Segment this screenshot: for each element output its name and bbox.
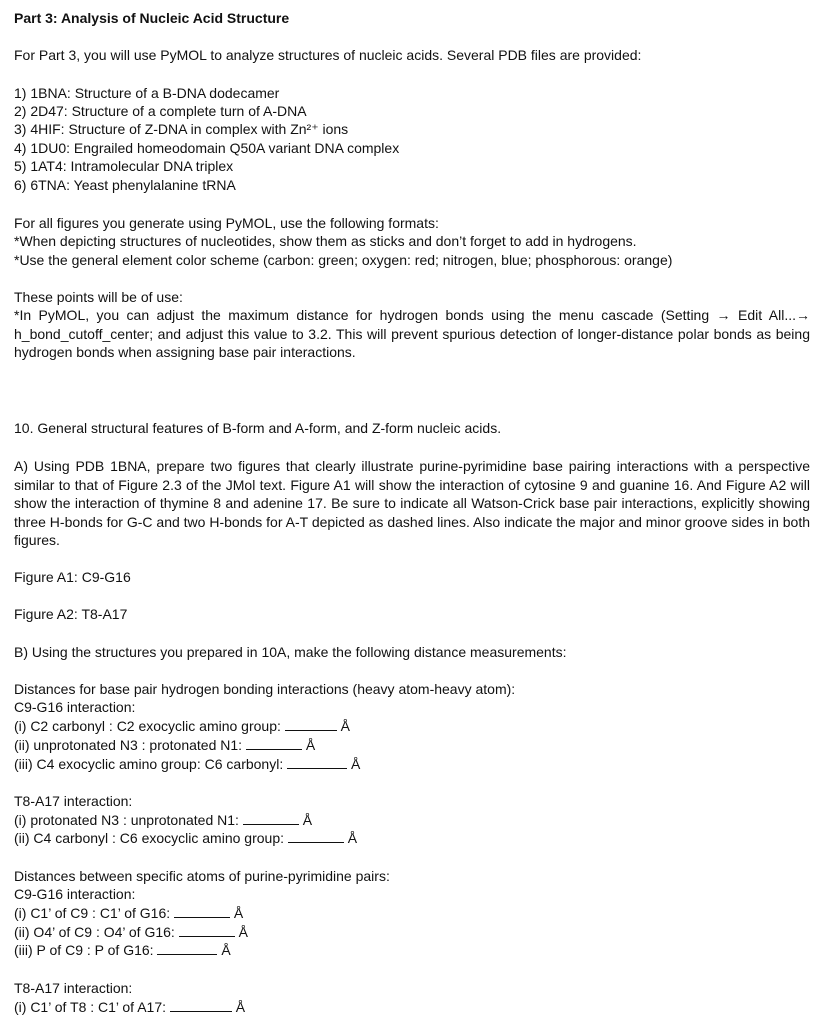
list-item: 5) 1AT4: Intramolecular DNA triplex: [14, 158, 234, 174]
list-item: 1) 1BNA: Structure of a B-DNA dodecamer: [14, 85, 280, 101]
measurement-row: [14, 924, 248, 941]
measurement-label: (ii) unprotonated N3 : protonated N1:: [14, 737, 243, 753]
t8a17-heading: T8-A17 interaction:: [14, 793, 133, 809]
question-10a-text: A) Using PDB 1BNA, prepare two figures that clearly illustrate purine-pyrimidine base pairing interactions with a perspective similar to that of Figure 2.3 of the JMol text. Figure A1 will show the interaction of cytosine 9 and guanine 16. And Figure A2 will show the interaction of thymine 8 and adenine 17. Be sure to indicate all Watson-Crick base pair interactions, explicitly showing three H-bonds for G-C and two H-bonds for A-T depicted as dashed lines. Also indicate the major and minor groove sides in both figures.: [14, 458, 810, 548]
angstrom-unit: Å: [305, 737, 316, 753]
measurement-label: (iii) C4 exocyclic amino group: C6 carbonyl:: [14, 756, 284, 772]
measurement-row: [14, 830, 357, 847]
figure-a1-label: Figure A1: C9-G16: [14, 569, 131, 585]
measurement-label: (i) protonated N3 : unprotonated N1:: [14, 812, 239, 828]
atoms-heading: Distances between specific atoms of purine-pyrimidine pairs:: [14, 868, 390, 884]
measurement-label: (ii) O4’ of C9 : O4’ of G16:: [14, 924, 175, 940]
question-10-title: 10. General structural features of B-form and A-form, and Z-form nucleic acids.: [14, 420, 502, 436]
angstrom-unit: Å: [347, 830, 358, 846]
list-item: 3) 4HIF: Structure of Z-DNA in complex with Zn²⁺ ions: [14, 121, 349, 137]
list-item: 2) 2D47: Structure of a complete turn of A-DNA: [14, 103, 307, 119]
measurement-row: [14, 737, 315, 754]
answer-blank[interactable]: [285, 718, 337, 731]
measurement-row: [14, 905, 243, 922]
c9g16-atoms-heading: C9-G16 interaction:: [14, 886, 136, 902]
measurement-label: (i) C1’ of C9 : C1’ of G16:: [14, 905, 171, 921]
intro-text: For Part 3, you will use PyMOL to analyze structures of nucleic acids. Several PDB files are provided:: [14, 47, 642, 63]
answer-blank[interactable]: [179, 924, 235, 937]
angstrom-unit: Å: [235, 999, 246, 1015]
list-item: 4) 1DU0: Engrailed homeodomain Q50A variant DNA complex: [14, 140, 400, 156]
answer-blank[interactable]: [174, 905, 230, 918]
angstrom-unit: Å: [302, 812, 313, 828]
measurement-row: [14, 812, 312, 829]
figure-a2-label: Figure A2: T8-A17: [14, 606, 128, 622]
points-intro: These points will be of use:: [14, 289, 183, 305]
answer-blank[interactable]: [246, 737, 302, 750]
format-rule: *When depicting structures of nucleotides, show them as sticks and don’t forget to add in hydrogens.: [14, 233, 637, 249]
measurement-row: [14, 756, 360, 773]
c9g16-heading: C9-G16 interaction:: [14, 699, 136, 715]
question-10b-text: B) Using the structures you prepared in 10A, make the following distance measurements:: [14, 644, 567, 660]
hbond-heading: Distances for base pair hydrogen bonding interactions (heavy atom-heavy atom):: [14, 681, 516, 697]
answer-blank[interactable]: [157, 942, 217, 955]
measurement-row: [14, 999, 245, 1016]
angstrom-unit: Å: [221, 942, 231, 958]
angstrom-unit: Å: [238, 924, 248, 940]
measurement-row: [14, 718, 350, 735]
points-text: *In PyMOL, you can adjust the maximum distance for hydrogen bonds using the menu cascade (Setting → Edit All...→ h_bond_cutoff_center; and adjust this value to 3.2. This will prevent spurious detection of longer-distance polar bonds as being hydrogen bonds when assigning base pair interactions.: [14, 307, 810, 360]
answer-blank[interactable]: [170, 999, 232, 1012]
formats-intro: For all figures you generate using PyMOL, use the following formats:: [14, 215, 439, 231]
measurement-label: (i) C1’ of T8 : C1’ of A17:: [14, 999, 166, 1015]
angstrom-unit: Å: [233, 905, 244, 921]
angstrom-unit: Å: [340, 718, 351, 734]
format-rule: *Use the general element color scheme (carbon: green; oxygen: red; nitrogen, blue; phosphorous: orange): [14, 252, 673, 268]
measurement-label: (iii) P of C9 : P of G16:: [14, 942, 154, 958]
measurement-label: (i) C2 carbonyl : C2 exocyclic amino group:: [14, 718, 281, 734]
answer-blank[interactable]: [287, 756, 347, 769]
measurement-label: (ii) C4 carbonyl : C6 exocyclic amino group:: [14, 830, 284, 846]
page-title: Part 3: Analysis of Nucleic Acid Structure: [14, 10, 290, 26]
answer-blank[interactable]: [288, 830, 344, 843]
measurement-row: [14, 942, 231, 959]
answer-blank[interactable]: [243, 812, 299, 825]
list-item: 6) 6TNA: Yeast phenylalanine tRNA: [14, 177, 236, 193]
t8a17-atoms-heading: T8-A17 interaction:: [14, 980, 133, 996]
angstrom-unit: Å: [351, 756, 361, 772]
